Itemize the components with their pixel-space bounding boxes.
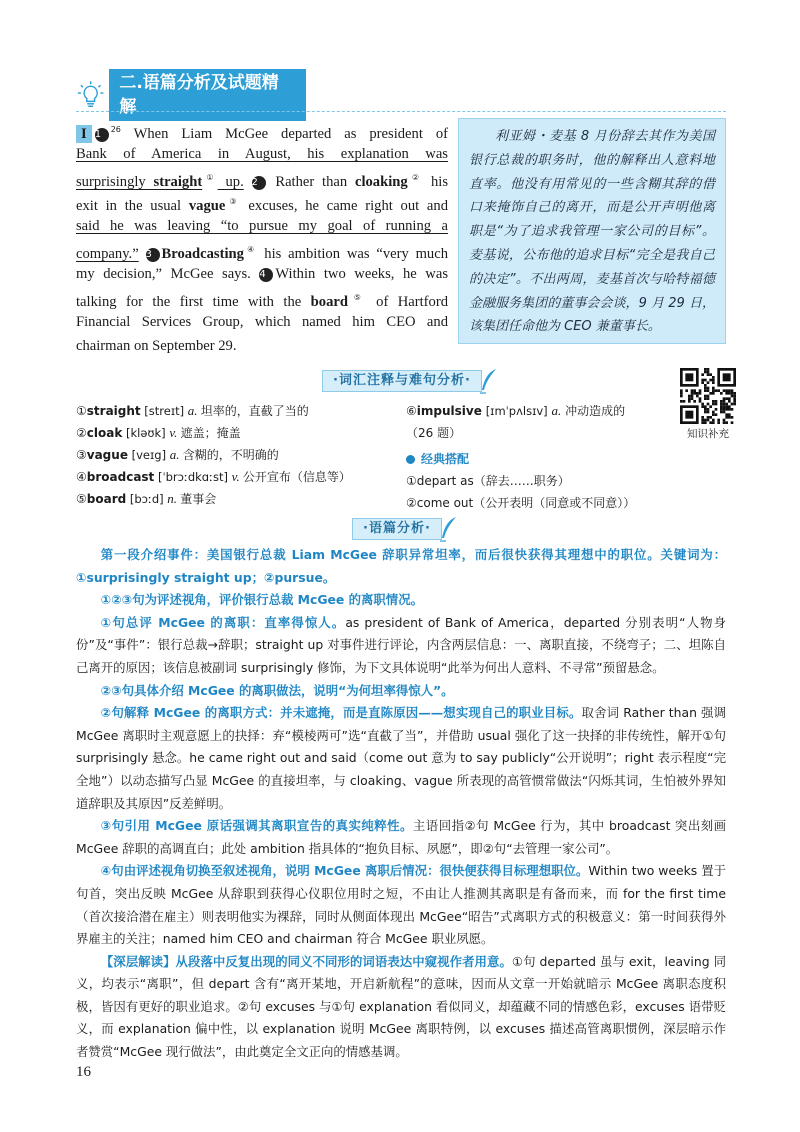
passage-line bbox=[76, 214, 448, 238]
passage-text: Within two weeks, he was bbox=[275, 266, 448, 282]
keyword: straight bbox=[153, 174, 203, 190]
analysis-text: 主语回指②句 McGee 行为，其中 broadcast 突出刻画 McGee 辞职的高调直白；此处 ambition 指具体的“抱负目标、夙愿”，即②句“去管理一家公司”。 bbox=[76, 818, 726, 856]
vocab-entry bbox=[76, 422, 396, 444]
analysis-key-sentence: ②③句具体介绍 McGee 的离职做法，说明“为何坦率得惊人”。 bbox=[100, 682, 454, 698]
underlined-text: company.” bbox=[76, 246, 139, 262]
vocab-word: straight bbox=[86, 404, 141, 418]
passage-text: When Liam McGee departed as president of bbox=[120, 126, 448, 142]
vocab-banner bbox=[322, 370, 498, 392]
passage-text: of Hartford bbox=[366, 294, 448, 310]
vocab-definition: 坦率的，直截了当的 bbox=[200, 404, 309, 418]
vocab-word: broadcast bbox=[86, 470, 155, 484]
vocab-number: ④ bbox=[76, 470, 87, 484]
keyword: board bbox=[310, 294, 348, 310]
passage-line bbox=[76, 310, 448, 334]
analysis-paragraph bbox=[76, 544, 726, 589]
collocation-title bbox=[406, 448, 676, 470]
passage-line bbox=[76, 190, 448, 214]
analysis-paragraph bbox=[76, 589, 726, 612]
sentence-number-icon: 4 bbox=[259, 268, 273, 282]
vocab-definition: 公开宣布（信息等） bbox=[242, 470, 351, 484]
vocab-number: ⑤ bbox=[76, 492, 87, 506]
vocab-entry bbox=[76, 488, 396, 510]
section-header bbox=[76, 73, 306, 117]
keyword: vague bbox=[188, 198, 226, 214]
vocab-word: cloak bbox=[86, 426, 123, 440]
vocab-pos: a. bbox=[551, 403, 562, 418]
quill-icon bbox=[478, 368, 498, 394]
quill-icon bbox=[438, 516, 458, 542]
keyword: Broadcasting bbox=[161, 246, 244, 262]
vocab-number: ② bbox=[76, 426, 87, 440]
vocab-word: vague bbox=[86, 448, 128, 462]
analysis-key-sentence: ③句引用 McGee 原话强调其离职宣告的真实纯粹性。 bbox=[100, 818, 413, 834]
vocab-entry-note: （26 题） bbox=[406, 426, 462, 440]
analysis-paragraph bbox=[76, 612, 726, 680]
footnote-mark: ④ bbox=[243, 245, 258, 254]
analysis-banner bbox=[352, 518, 458, 540]
analysis-text: Within two weeks 置于句首，突出反映 McGee 从辞职到获得心仪职位用时之短，不由让人推测其离职是有备而来，而 for the first time（首次接洽潜在雇主）则表明他实为裸辞，同时从侧面体现出 McGee“昭告”式离职方式的积极意义：第一时间获得外界雇主的关注；named him CEO and chairman 符合 McGee 职业夙愿。 bbox=[76, 863, 726, 947]
keyword: cloaking bbox=[354, 174, 408, 190]
passage-text: talking for the first time with the bbox=[76, 294, 311, 310]
analysis-key-sentence: ②句解释 McGee 的离职方式：并未遮掩，而是直陈原因——想实现自己的职业目标。 bbox=[100, 705, 582, 721]
passage-line bbox=[76, 262, 448, 286]
vocab-pos: n. bbox=[167, 491, 181, 506]
analysis-paragraph bbox=[76, 680, 726, 703]
chinese-translation-box: 利亚姆・麦基 8 月份辞去其作为美国银行总裁的职务时，他的解释出人意料地直率。他没有用常见的一些含糊其辞的借口来掩饰自己的离开，而是公开声明他离职是“为了追求我管理一家公司的目标”。麦基说，公布他的追求目标“完全是我自己的决定”。不出两周，麦基首次与哈特福德金融服务集团的董事会会谈，9 月 29 日，该集团任命他为 CEO 兼董事长。 bbox=[458, 118, 726, 344]
paragraph-marker: I bbox=[76, 125, 92, 143]
vocab-entry bbox=[76, 444, 396, 466]
vocab-pos: v. bbox=[169, 425, 181, 440]
analysis-text: as president of Bank of America，departed 分别表明“人物身份”及“事件”：银行总裁→辞职；straight up 对事件进行评论，内含两层信息：一、离职直接，不绕弯子；二、坦陈自己离开的原因；该信息被副词 surprisingly 修饰，为下文具体说明“此举为何出人意料、不寻常”预留悬念。 bbox=[76, 614, 727, 675]
analysis-key-sentence: ①②③句为评述视角，评价银行总裁 McGee 的离职情况。 bbox=[100, 592, 423, 608]
passage-text bbox=[244, 174, 252, 190]
vocab-ipa: [veɪg] bbox=[127, 448, 170, 462]
passage-text: chairman on September 29. bbox=[76, 338, 237, 354]
vocab-definition: 遮盖；掩盖 bbox=[180, 426, 241, 440]
vocab-pos: v. bbox=[231, 469, 243, 484]
analysis-deep-reading: 【深层解读】从段落中反复出现的同义不同形的词语表达中窥视作者用意。 bbox=[100, 953, 512, 969]
section-divider bbox=[76, 111, 726, 112]
passage-line bbox=[76, 166, 448, 190]
vocab-ipa: [streɪt] bbox=[140, 404, 188, 418]
vocab-number: ① bbox=[76, 404, 87, 418]
vocab-list-right bbox=[406, 400, 676, 514]
collocation-item: ②come out（公开表明（同意或不同意）） bbox=[406, 496, 636, 510]
vocab-word: impulsive bbox=[416, 404, 482, 418]
analysis-key-sentence: ④句由评述视角切换至叙述视角，说明 McGee 离职后情况：很快便获得目标理想职位。 bbox=[100, 863, 589, 879]
vocab-ipa: [kləʊk] bbox=[122, 426, 170, 440]
analysis-paragraph bbox=[76, 815, 726, 860]
collocation-title-text: 经典搭配 bbox=[421, 452, 470, 466]
footnote-mark: ② bbox=[407, 173, 424, 182]
bullet-dot-icon bbox=[406, 455, 415, 464]
vocab-entry bbox=[406, 400, 676, 422]
vocab-definition: 冲动造成的 bbox=[565, 404, 626, 418]
vocab-banner-label: ·词汇注释与难句分析· bbox=[322, 370, 482, 392]
passage-text: his ambition was “very much bbox=[257, 246, 449, 262]
vocab-ipa: [ɪmˈpʌlsɪv] bbox=[485, 404, 548, 418]
lightbulb-icon bbox=[76, 80, 105, 110]
passage-line bbox=[76, 238, 448, 262]
sentence-number-icon: 1 bbox=[95, 128, 109, 142]
footnote-mark: ① bbox=[202, 173, 218, 182]
page-number: 16 bbox=[76, 1064, 91, 1080]
vocab-number: ⑥ bbox=[406, 404, 417, 418]
vocab-entry bbox=[76, 400, 396, 422]
qr-code-icon bbox=[680, 368, 736, 424]
passage-line bbox=[76, 286, 448, 310]
section-title: 二.语篇分析及试题精解 bbox=[109, 69, 306, 121]
vocab-list-left bbox=[76, 400, 396, 510]
passage-text: exit in the usual bbox=[76, 198, 189, 214]
vocab-number: ③ bbox=[76, 448, 87, 462]
qr-label: 知识补充 bbox=[687, 428, 729, 440]
analysis-key-sentence: 第一段介绍事件：美国银行总裁 Liam McGee 辞职异常坦率，而后很快获得其理想中的职位。关键词为：①surprisingly straight up；②pursue。 bbox=[76, 547, 726, 585]
analysis-text: 取舍词 Rather than 强调 McGee 离职时主观意愿上的抉择：弃“模棱两可”选“直截了当”，并借助 usual 强化了这一抉择的非传统性，解开①句 surprisingly 悬念。he came right out and said（come out 意为 to say publicly“公开说明”；right 表示程度“完全地”）以动态描写凸显 McGee 的直接坦率，与 cloaking、vague 所表现的高管惯常做法“闪烁其词，生怕被外界知道辞职及其原因”反差鲜明。 bbox=[76, 705, 726, 811]
vocab-ipa: [ˈbrɔːdkɑːst] bbox=[154, 470, 232, 484]
passage-text: excuses, he came right out and bbox=[240, 198, 449, 214]
vocab-pos: a. bbox=[169, 447, 183, 462]
passage-line bbox=[76, 142, 448, 166]
analysis-section bbox=[76, 544, 726, 1064]
vocab-word: board bbox=[86, 492, 127, 506]
footnote-mark: 26 bbox=[110, 125, 121, 134]
sentence-number-icon: 3 bbox=[146, 248, 160, 262]
vocab-pos: a. bbox=[187, 403, 201, 418]
sentence-number-icon: 2 bbox=[252, 176, 266, 190]
analysis-text: ①句 departed 虽与 exit，leaving 同义，均表示“离职”，但 depart 含有“离开某地，开启新航程”的意味，因而从文章一开始就暗示 McGee 离职态度积极，皆因有更好的职业追求。②句 excuses 与①句 explanation 看似同义，却蕴藏不同的情感色彩，excuses 语带贬义，而 explanation 偏中性，以 explanation 说明 McGee 离职特例，以 excuses 描述高管离职惯例，深层暗示作者赞赏“McGee 现行做法”，由此奠定全文正向的情感基调。 bbox=[76, 953, 726, 1060]
underlined-text: said he was leaving “to pursue my goal of running a bbox=[76, 218, 448, 234]
passage-text: his bbox=[423, 174, 449, 190]
passage-text: Financial Services Group, which named him CEO and bbox=[76, 314, 448, 330]
vocab-entry bbox=[76, 466, 396, 488]
passage-line bbox=[76, 334, 448, 358]
footnote-mark: ⑤ bbox=[347, 293, 367, 302]
analysis-paragraph bbox=[76, 860, 726, 950]
passage-text: Rather than bbox=[267, 174, 355, 190]
passage-text: my decision,” McGee says. bbox=[76, 266, 260, 282]
analysis-paragraph bbox=[76, 951, 726, 1064]
vocab-definition: 含糊的，不明确的 bbox=[182, 448, 279, 462]
vocab-definition: 董事会 bbox=[180, 492, 217, 506]
passage-line bbox=[76, 118, 448, 142]
underlined-text: up. bbox=[217, 174, 244, 190]
vocab-ipa: [bɔːd] bbox=[126, 492, 168, 506]
analysis-paragraph bbox=[76, 702, 726, 815]
collocation-item: ①depart as（辞去……职务） bbox=[406, 474, 570, 488]
english-passage bbox=[76, 118, 448, 358]
footnote-mark: ③ bbox=[225, 197, 241, 206]
underlined-text: Bank of America in August, his explanation was bbox=[76, 146, 448, 162]
passage-text bbox=[139, 246, 146, 262]
underlined-text: surprisingly bbox=[76, 174, 154, 190]
analysis-banner-label: ·语篇分析· bbox=[352, 518, 442, 540]
analysis-key-sentence: ①句总评 McGee 的离职：直率得惊人。 bbox=[100, 614, 346, 630]
